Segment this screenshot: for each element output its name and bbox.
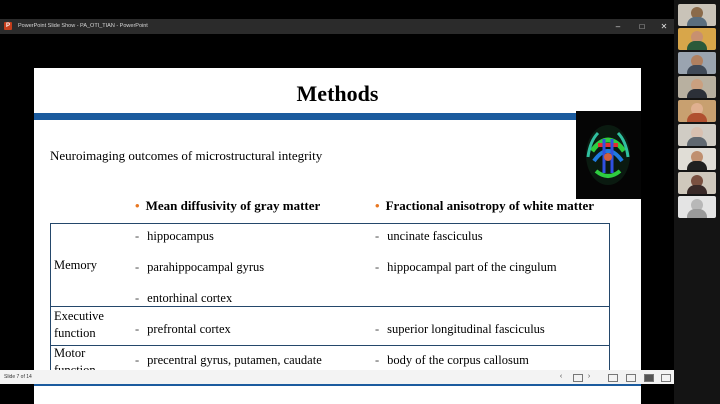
cell-white-motor: - body of the corpus callosum xyxy=(375,353,529,367)
slideshow-view-icon[interactable] xyxy=(644,374,654,382)
slide-sorter-icon[interactable] xyxy=(626,374,636,382)
brain-dti-image xyxy=(576,111,641,199)
column-header-gray-matter: • Mean diffusivity of gray matter xyxy=(135,198,321,213)
cell-gray-executive: - prefrontal cortex xyxy=(135,322,231,336)
cell-gray-memory-3: - entorhinal cortex xyxy=(135,291,233,305)
cell-gray-motor: - precentral gyrus, putamen, caudate xyxy=(135,353,322,367)
bullet-icon: • xyxy=(135,198,140,213)
cell-gray-memory-2: - parahippocampal gyrus xyxy=(135,260,265,274)
participant-video[interactable] xyxy=(678,124,716,146)
fit-slide-icon[interactable] xyxy=(661,374,671,382)
row-label-executive: Executive function xyxy=(54,309,104,340)
slide-title: Methods xyxy=(296,81,379,106)
maximize-icon[interactable]: □ xyxy=(639,22,645,31)
row-label-motor: Motor xyxy=(54,346,86,360)
slide-subtitle: Neuroimaging outcomes of microstructural integrity xyxy=(50,148,323,163)
bullet-icon: • xyxy=(375,198,380,213)
participant-video[interactable] xyxy=(678,52,716,74)
slideshow-window xyxy=(0,34,674,370)
reading-view-icon[interactable] xyxy=(608,374,618,382)
participant-video[interactable] xyxy=(678,100,716,122)
title-rule xyxy=(34,113,608,120)
close-icon[interactable]: ✕ xyxy=(660,22,668,31)
participant-video[interactable] xyxy=(678,4,716,26)
normal-view-icon[interactable] xyxy=(573,374,583,382)
participant-video[interactable] xyxy=(678,28,716,50)
participant-video[interactable] xyxy=(678,76,716,98)
slide-indicator: Slide 7 of 14 xyxy=(4,374,32,380)
participant-video[interactable] xyxy=(678,196,716,218)
participant-video[interactable] xyxy=(678,148,716,170)
window-title: PowerPoint Slide Show - PA_OTI_TIAN - PowerPoint xyxy=(18,23,148,29)
participants-panel xyxy=(674,0,720,404)
next-slide-button[interactable]: › xyxy=(587,373,591,380)
cell-gray-memory-1: - hippocampus xyxy=(135,229,214,243)
window-titlebar xyxy=(0,19,674,34)
cell-white-executive: - superior longitudinal fasciculus xyxy=(375,322,545,336)
status-bar xyxy=(0,370,674,384)
previous-slide-button[interactable]: ‹ xyxy=(559,373,563,380)
cell-white-memory-2: - hippocampal part of the cingulum xyxy=(375,260,557,274)
column-header-white-matter: • Fractional anisotropy of white matter xyxy=(375,198,595,213)
powerpoint-icon: P xyxy=(5,23,10,29)
cell-white-memory-1: - uncinate fasciculus xyxy=(375,229,483,243)
participant-video[interactable] xyxy=(678,172,716,194)
minimize-icon[interactable]: – xyxy=(615,22,621,31)
row-label-memory: Memory xyxy=(54,258,98,272)
slide[interactable] xyxy=(34,68,641,404)
